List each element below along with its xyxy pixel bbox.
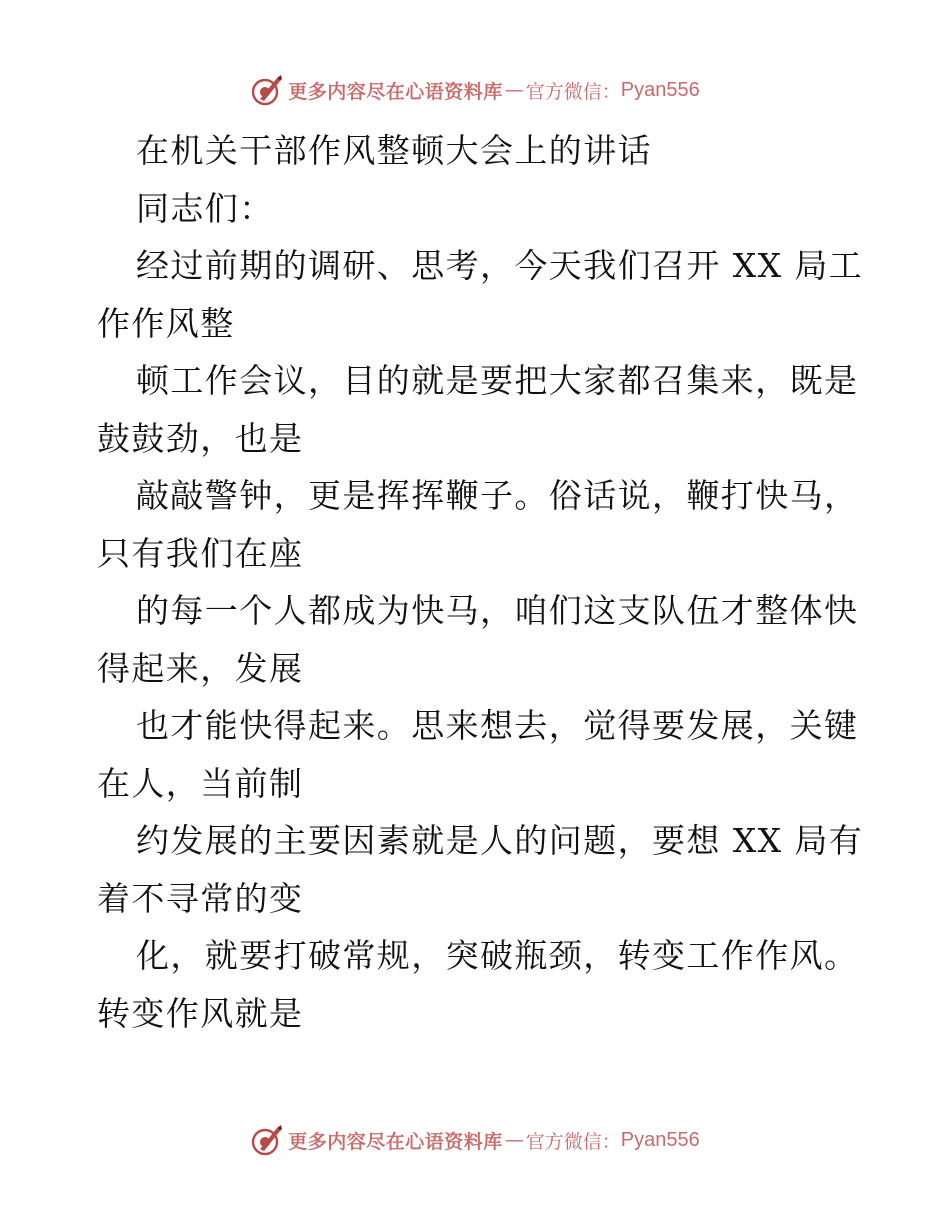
text-line: 敲敲警钟，更是挥挥鞭子。俗话说，鞭打快马， [136, 476, 859, 515]
text-line: 只有我们在座 [97, 533, 304, 573]
text-line: 的每一个人都成为快马，咱们这支队伍才整体快 [136, 591, 859, 630]
watermark-wechat-account: Pyan556 [620, 78, 700, 101]
watermark-wechat-label: 官方微信： [525, 80, 621, 103]
text-line: 鼓鼓劲，也是 [97, 418, 304, 458]
quill-pen-logo-icon [250, 1123, 284, 1157]
watermark-wechat-label: 官方微信： [525, 1130, 621, 1153]
header-watermark [0, 70, 950, 110]
text-line: 化，就要打破常规，突破瓶颈，转变工作作风。 [136, 936, 859, 975]
watermark-dash: — [504, 79, 524, 101]
salutation: 同志们： [136, 188, 274, 228]
text-line: 转变作风就是 [97, 993, 304, 1033]
text-line: 也才能快得起来。思来想去，觉得要发展，关键 [136, 706, 859, 745]
document-title: 在机关干部作风整顿大会上的讲话 [136, 131, 652, 170]
watermark-text: 更多内容尽在心语资料库 [288, 1130, 503, 1153]
text-line: 作作风整 [97, 303, 235, 343]
text-line: 约发展的主要因素就是人的问题，要想 XX 局有 [136, 821, 864, 860]
quill-pen-logo-icon [250, 73, 284, 107]
watermark-text: 更多内容尽在心语资料库 [288, 80, 503, 103]
watermark-dash: — [504, 1129, 524, 1151]
document-body [97, 122, 864, 1042]
text-line: 得起来，发展 [97, 648, 304, 688]
watermark-wechat-account: Pyan556 [620, 1128, 700, 1151]
text-line: 顿工作会议，目的就是要把大家都召集来，既是 [136, 361, 859, 400]
footer-watermark [0, 1120, 950, 1160]
text-line: 经过前期的调研、思考，今天我们召开 XX 局工 [136, 246, 864, 285]
text-line: 着不寻常的变 [97, 878, 304, 918]
text-line: 在人，当前制 [97, 763, 304, 803]
